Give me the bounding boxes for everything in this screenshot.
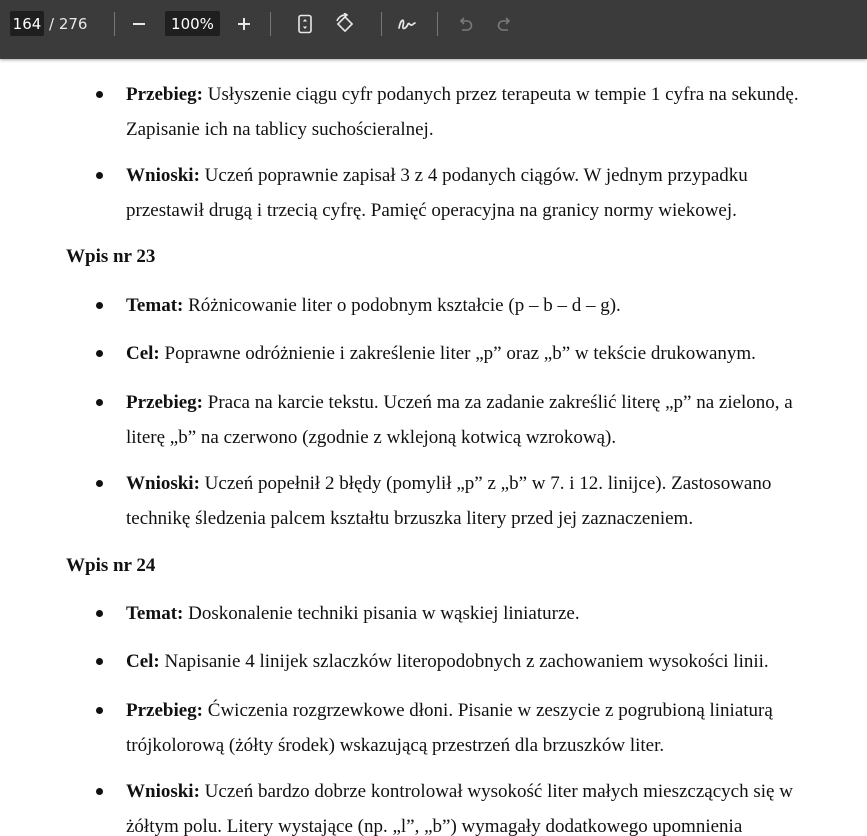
item-text: Ćwiczenia rozgrzewkowe dłoni. Pisanie w zeszycie z pogrubioną liniaturą trójkolorową (żółty środek) wskazującą przestrzeń dla brzuszków liter. bbox=[126, 700, 773, 756]
item-text: Doskonalenie techniki pisania w wąskiej liniaturze. bbox=[183, 603, 580, 624]
list-item-text bbox=[126, 288, 826, 323]
list-item-text bbox=[126, 596, 826, 631]
item-text: Uczeń poprawnie zapisał 3 z 4 podanych ciągów. W jednym przypadku przestawił drugą i trzecią cyfrę. Pamięć operacyjna na granicy normy wiekowej. bbox=[126, 165, 748, 221]
item-label: Wnioski: bbox=[126, 165, 200, 186]
item-label: Przebieg: bbox=[126, 392, 204, 413]
list-item-text bbox=[126, 158, 826, 228]
fit-page-icon bbox=[296, 14, 314, 34]
bullet-dot bbox=[96, 707, 103, 714]
bullet-dot bbox=[96, 302, 103, 309]
list-item-text bbox=[126, 385, 826, 455]
list-item-text bbox=[126, 693, 826, 763]
bullet-dot bbox=[96, 399, 103, 406]
bullet-dot bbox=[96, 172, 103, 179]
toolbar-divider bbox=[437, 12, 438, 36]
item-label: Temat: bbox=[126, 603, 184, 624]
minus-icon bbox=[131, 16, 147, 32]
signature-icon bbox=[396, 14, 418, 34]
item-label: Przebieg: bbox=[126, 700, 204, 721]
item-text: Uczeń bardzo dobrze kontrolował wysokość liter małych mieszczących się w żółtym polu. Litery wystające (np. „l”, „b”) wymagały dodatkowego upomnienia bbox=[126, 781, 793, 836]
section-heading: Wpis nr 23 bbox=[66, 246, 156, 267]
list-item-text bbox=[126, 466, 826, 536]
toolbar-divider bbox=[270, 12, 271, 36]
fit-page-button[interactable] bbox=[290, 9, 320, 39]
list-item-text bbox=[126, 77, 826, 147]
item-label: Cel: bbox=[126, 651, 160, 672]
list-item-text bbox=[126, 644, 826, 679]
bullet-dot bbox=[96, 658, 103, 665]
bullet-dot bbox=[96, 350, 103, 357]
item-label: Cel: bbox=[126, 343, 160, 364]
page-total-label: / 276 bbox=[49, 14, 88, 33]
bullet-dot bbox=[96, 480, 103, 487]
draw-button[interactable] bbox=[392, 9, 422, 39]
item-text: Różnicowanie liter o podobnym kształcie (p – b – d – g). bbox=[183, 295, 621, 316]
document-page bbox=[0, 59, 867, 836]
page-number-input[interactable]: 164 bbox=[10, 11, 44, 36]
redo-button[interactable] bbox=[490, 9, 520, 39]
toolbar-divider bbox=[114, 12, 115, 36]
item-text: Praca na karcie tekstu. Uczeń ma za zadanie zakreślić literę „p” na zielono, a literę „b” na czerwono (zgodnie z wklejoną kotwicą wzrokową). bbox=[126, 392, 793, 448]
zoom-out-button[interactable] bbox=[124, 9, 154, 39]
item-text: Napisanie 4 linijek szlaczków literopodobnych z zachowaniem wysokości linii. bbox=[159, 651, 769, 672]
list-item-text bbox=[126, 774, 826, 836]
zoom-in-button[interactable] bbox=[229, 9, 259, 39]
rotate-icon bbox=[334, 13, 356, 35]
rotate-button[interactable] bbox=[330, 9, 360, 39]
toolbar-divider bbox=[381, 12, 382, 36]
item-label: Wnioski: bbox=[126, 473, 200, 494]
item-text: Uczeń popełnił 2 błędy (pomylił „p” z „b” w 7. i 12. linijce). Zastosowano technikę śledzenia palcem kształtu brzuszka litery przed jej zaznaczeniem. bbox=[126, 473, 772, 529]
item-label: Temat: bbox=[126, 295, 184, 316]
redo-icon bbox=[496, 15, 514, 33]
list-item-text bbox=[126, 336, 826, 371]
section-heading: Wpis nr 24 bbox=[66, 555, 156, 576]
bullet-dot bbox=[96, 91, 103, 98]
plus-icon bbox=[236, 16, 252, 32]
pdf-toolbar bbox=[0, 0, 867, 59]
item-label: Przebieg: bbox=[126, 84, 204, 105]
bullet-dot bbox=[96, 788, 103, 795]
item-text: Usłyszenie ciągu cyfr podanych przez terapeuta w tempie 1 cyfra na sekundę. Zapisanie ich na tablicy suchościeralnej. bbox=[126, 84, 799, 140]
item-label: Wnioski: bbox=[126, 781, 200, 802]
undo-button[interactable] bbox=[450, 9, 480, 39]
item-text: Poprawne odróżnienie i zakreślenie liter „p” oraz „b” w tekście drukowanym. bbox=[159, 343, 756, 364]
bullet-dot bbox=[96, 610, 103, 617]
undo-icon bbox=[456, 15, 474, 33]
zoom-level-input[interactable]: 100% bbox=[165, 11, 220, 36]
